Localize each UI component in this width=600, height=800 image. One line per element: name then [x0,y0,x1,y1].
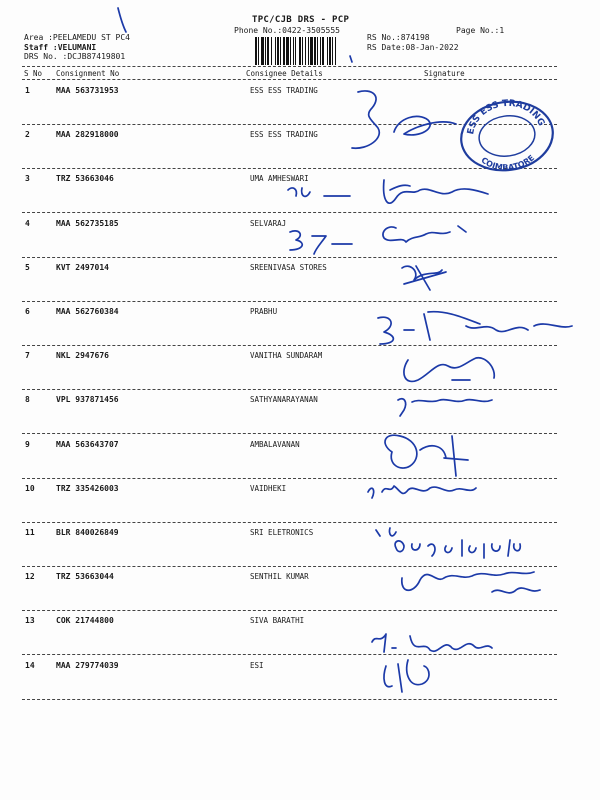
row-divider [22,301,557,302]
consignment-number: MAA 562735185 [56,218,119,228]
consignment-number: BLR 840026849 [56,528,119,537]
consignee-name: SENTHIL KUMAR [250,572,309,582]
divider [22,66,557,67]
barcode-bar [255,37,257,65]
consignment-number: TRZ 53663046 [56,174,114,184]
row-divider [22,522,557,523]
consignee-name: VAIDHEKI [250,483,287,493]
barcode-bar [275,37,276,65]
consignment-number: TRZ 335426003 [56,483,119,493]
row-serial-number: 9 [25,439,30,449]
row-divider [22,566,557,567]
consignment-number: MAA 282918000 [56,130,119,140]
row-serial-number: 12 [25,572,35,582]
ink-stroke [118,8,126,32]
barcode-bar [329,37,331,65]
consignee-name: SRI ELETRONICS [250,528,314,537]
drs-number: DRS No. :DCJB87419801 [24,52,126,61]
row-divider [22,699,557,700]
row-divider [22,610,557,611]
barcode-bar [299,37,301,65]
row-serial-number: 3 [25,174,30,184]
barcode-bar [293,37,294,65]
row-divider [22,654,557,655]
row-serial-number: 2 [25,130,30,140]
barcode-bar [302,37,303,65]
consignment-number: VPL 937871456 [56,395,119,405]
row-divider [22,433,557,434]
consignee-name: ESI [250,660,264,670]
stamp-text-bottom: COIMBATORE [479,153,537,172]
stamp-text-top: ESS ESS TRADING [466,98,547,136]
row-divider [22,257,557,258]
column-header-sno: S No [24,69,43,78]
consignee-name: AMBALAVANAN [250,439,300,449]
barcode-bar [283,37,285,65]
barcode-bar [335,37,336,65]
barcode-bar [322,37,324,65]
barcode [255,37,359,65]
consignment-number: MAA 279774039 [56,660,119,670]
divider [22,79,557,80]
barcode-bar [267,37,269,65]
consignee-name: SREENIVASA STORES [250,262,327,272]
barcode-bar [314,37,316,65]
row-divider [22,389,557,390]
barcode-bar [305,37,306,65]
consignment-number: COK 21744800 [56,616,114,626]
phone-number: Phone No.:0422-3505555 [234,26,340,35]
row-serial-number: 10 [25,483,35,493]
consignee-name: ESS ESS TRADING [250,86,318,95]
barcode-bar [310,37,313,65]
rs-date: RS Date:08-Jan-2022 [367,43,459,52]
barcode-bar [280,37,281,65]
consignment-number: MAA 563643707 [56,439,119,449]
row-divider [22,345,557,346]
staff-field: Staff :VELUMANI [24,43,97,52]
column-header-consignee: Consignee Details [246,69,323,78]
barcode-bar [277,37,279,65]
barcode-bar [290,37,291,65]
consignee-name: UMA AMHESWARI [250,174,309,184]
row-serial-number: 7 [25,351,30,361]
consignee-name: SELVARAJ [250,218,287,228]
barcode-bar [327,37,328,65]
row-serial-number: 8 [25,395,30,405]
row-serial-number: 14 [25,660,35,670]
consignee-name: PRABHU [250,307,278,316]
row-serial-number: 6 [25,307,30,316]
consignee-name: ESS ESS TRADING [250,130,318,140]
row-divider [22,212,557,213]
barcode-bar [308,37,309,65]
rs-number: RS No.:874198 [367,33,430,42]
sheet-title: TPC/CJB DRS - PCP [252,15,350,25]
column-header-consignment: Consignment No [56,69,120,78]
barcode-bar [286,37,289,65]
consignment-number: KVT 2497014 [56,262,109,272]
row-serial-number: 5 [25,262,30,272]
column-header-signature: Signature [424,69,465,78]
consignment-number: MAA 562760384 [56,307,119,316]
consignee-name: SATHYANARAYANAN [250,395,318,405]
barcode-bar [317,37,318,65]
barcode-bar [271,37,272,65]
barcode-bar [332,37,333,65]
row-divider [22,478,557,479]
barcode-bar [295,37,296,65]
row-serial-number: 4 [25,218,30,228]
barcode-bar [258,37,259,65]
barcode-bar [265,37,266,65]
company-stamp [457,96,557,172]
consignment-number: NKL 2947676 [56,351,109,361]
page-number: Page No.:1 [456,26,505,35]
row-serial-number: 1 [25,86,30,95]
barcode-bar [261,37,264,65]
consignment-number: TRZ 53663044 [56,572,114,582]
consignment-number: MAA 563731953 [56,86,119,95]
barcode-bar [320,37,321,65]
row-serial-number: 11 [25,528,35,537]
consignee-name: SIVA BARATHI [250,616,305,626]
consignee-name: VANITHA SUNDARAM [250,351,323,361]
area-field: Area :PEELAMEDU ST PC4 [24,33,130,42]
row-serial-number: 13 [25,616,35,626]
